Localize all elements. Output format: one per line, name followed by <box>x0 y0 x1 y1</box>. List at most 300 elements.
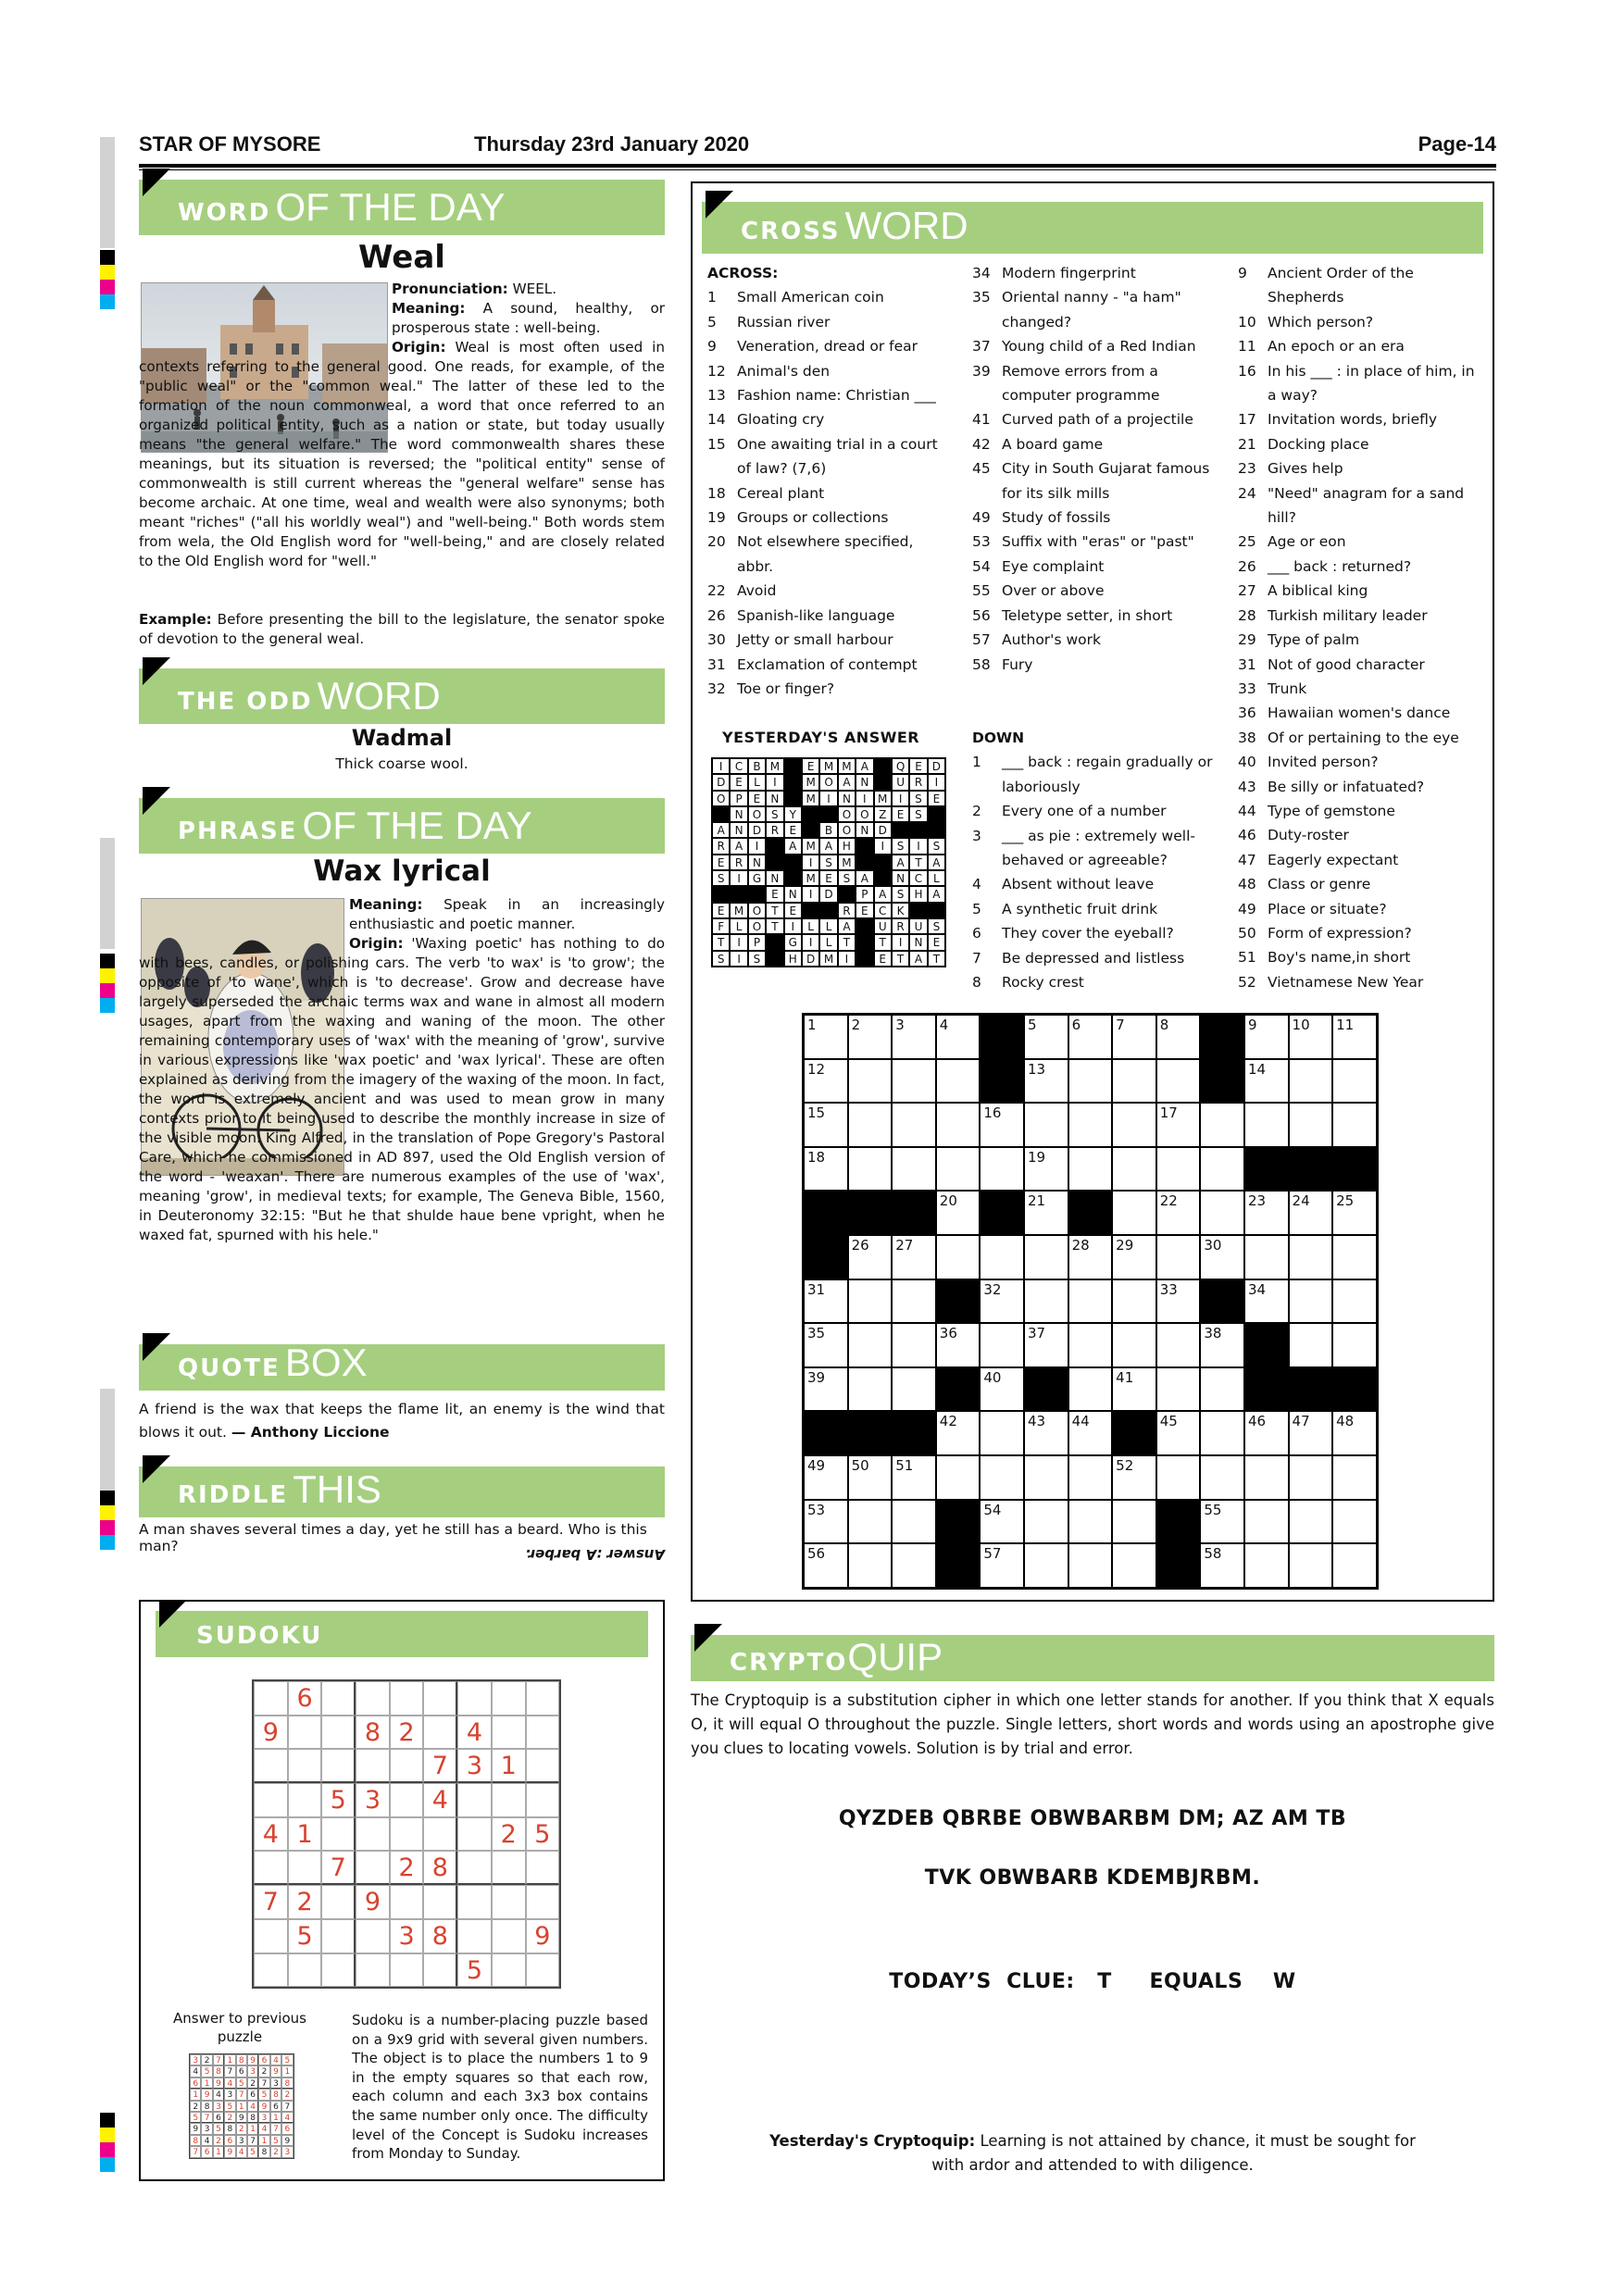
sudoku-answer-digit: 5 <box>270 2135 281 2146</box>
sudoku-empty-cell[interactable] <box>492 1783 526 1817</box>
sudoku-empty-cell[interactable] <box>254 1953 288 1988</box>
sudoku-previous-answer-grid <box>189 2053 294 2159</box>
sudoku-empty-cell[interactable] <box>321 1919 356 1953</box>
crossword-cell[interactable] <box>1289 1103 1333 1147</box>
crossword-cell[interactable] <box>1289 1191 1333 1235</box>
crossword-cell[interactable] <box>1024 1323 1068 1367</box>
crossword-cell[interactable] <box>1244 1411 1289 1455</box>
clue-text: Age or eon <box>1268 533 1346 551</box>
crossword-cell[interactable] <box>804 1500 848 1544</box>
crossword-cell[interactable] <box>1156 1103 1201 1147</box>
banner-label-small: PHRASE <box>178 817 298 845</box>
crossword-cell[interactable] <box>980 1500 1024 1544</box>
answer-letter: L <box>730 918 747 934</box>
crossword-cell[interactable] <box>1289 1059 1333 1104</box>
crossword-cell[interactable] <box>1332 1015 1377 1059</box>
crossword-cell[interactable] <box>936 1015 981 1059</box>
crossword-grid[interactable] <box>802 1013 1379 1590</box>
answer-letter: E <box>784 822 802 838</box>
sudoku-empty-cell[interactable] <box>254 1919 288 1953</box>
crossword-cell-number: 23 <box>1247 1192 1267 1210</box>
sudoku-empty-cell[interactable] <box>288 1851 322 1885</box>
crossword-cell[interactable] <box>1068 1015 1113 1059</box>
clue-text: Eye complaint <box>1002 557 1105 575</box>
crossword-cell[interactable] <box>848 1367 893 1412</box>
sudoku-empty-cell[interactable] <box>321 1885 356 1919</box>
crossword-cell[interactable] <box>936 1059 981 1104</box>
crossword-cell[interactable] <box>1068 1411 1113 1455</box>
sudoku-description: Sudoku is a number-placing puzzle based on a 9x9 grid with several given numbers. The object is to place the numbers 1 to 9 in the empty squares so that each row, each column and each 3x3 box contains the same number only once. The difficulty level of the Concept is Sudoku increases from Monday to Sunday. <box>352 2012 648 2163</box>
sudoku-answer-digit: 9 <box>201 2089 212 2100</box>
sudoku-given-digit: 7 <box>321 1851 356 1885</box>
header-rule-thin <box>139 169 1496 170</box>
crossword-cell[interactable] <box>1244 1191 1289 1235</box>
crossword-cell-number: 45 <box>1159 1413 1178 1430</box>
answer-letter: E <box>928 934 945 950</box>
crossword-cell[interactable] <box>1156 1059 1201 1104</box>
pronunciation-label: Pronunciation: <box>392 281 508 297</box>
clue-item <box>972 970 1222 994</box>
crossword-cell[interactable] <box>1112 1015 1156 1059</box>
clue-text: Vietnamese New Year <box>1268 973 1424 991</box>
sudoku-empty-cell[interactable] <box>356 1681 390 1716</box>
crossword-cell[interactable] <box>804 1543 848 1588</box>
sudoku-empty-cell[interactable] <box>356 1851 390 1885</box>
clue-item <box>1238 677 1479 701</box>
clue-text: Class or genre <box>1268 876 1371 893</box>
crossword-cell[interactable] <box>1244 1500 1289 1544</box>
sudoku-banner <box>156 1611 648 1657</box>
crossword-cell[interactable] <box>1068 1543 1113 1588</box>
crossword-cell[interactable] <box>980 1323 1024 1367</box>
crossword-cell[interactable] <box>1112 1103 1156 1147</box>
sudoku-empty-cell[interactable] <box>390 1783 424 1817</box>
crossword-cell[interactable] <box>848 1015 893 1059</box>
answer-letter: A <box>892 855 909 870</box>
clue-item <box>1238 945 1479 969</box>
sudoku-empty-cell[interactable] <box>356 1749 390 1783</box>
answer-letter: I <box>838 951 856 967</box>
crossword-cell[interactable] <box>936 1411 981 1455</box>
crossword-cell[interactable] <box>1244 1103 1289 1147</box>
crossword-cell[interactable] <box>1332 1455 1377 1500</box>
clue-number: 43 <box>1238 778 1256 795</box>
crossword-cell[interactable] <box>1068 1367 1113 1412</box>
crossword-cell[interactable] <box>804 1279 848 1324</box>
crossword-cell[interactable] <box>1068 1147 1113 1192</box>
crossword-cell[interactable] <box>848 1235 893 1279</box>
crossword-cell[interactable] <box>1244 1543 1289 1588</box>
answer-letter: O <box>748 806 766 822</box>
crossword-cell[interactable] <box>848 1543 893 1588</box>
phrase-of-day-banner <box>139 798 665 854</box>
sudoku-answer-digit: 9 <box>281 2135 293 2146</box>
sudoku-empty-cell[interactable] <box>321 1953 356 1988</box>
crossword-cell[interactable] <box>1289 1500 1333 1544</box>
crossword-cell[interactable] <box>1200 1367 1244 1412</box>
crossword-cell[interactable] <box>892 1367 936 1412</box>
quote-text <box>139 1398 665 1444</box>
crossword-cell[interactable] <box>804 1059 848 1104</box>
crossword-cell-number: 6 <box>1071 1017 1081 1033</box>
crossword-cell[interactable] <box>1156 1411 1201 1455</box>
sudoku-empty-cell[interactable] <box>492 1885 526 1919</box>
answer-letter: O <box>712 791 730 806</box>
crossword-cell[interactable] <box>892 1059 936 1104</box>
crossword-cell[interactable] <box>1024 1059 1068 1104</box>
sudoku-empty-cell[interactable] <box>254 1783 288 1817</box>
sudoku-empty-cell[interactable] <box>356 1953 390 1988</box>
answer-letter: M <box>838 855 856 870</box>
sudoku-empty-cell[interactable] <box>457 1919 492 1953</box>
crossword-cell[interactable] <box>1024 1103 1068 1147</box>
crossword-cell[interactable] <box>936 1455 981 1500</box>
clue-number: 54 <box>972 557 991 575</box>
sudoku-empty-cell[interactable] <box>457 1817 492 1852</box>
sudoku-empty-cell[interactable] <box>254 1681 288 1716</box>
crossword-cell[interactable] <box>804 1103 848 1147</box>
crossword-cell[interactable] <box>1200 1323 1244 1367</box>
newspaper-name: STAR OF MYSORE <box>139 132 321 156</box>
sudoku-empty-cell[interactable] <box>288 1783 322 1817</box>
sudoku-empty-cell[interactable] <box>526 1851 560 1885</box>
crossword-cell[interactable] <box>1289 1323 1333 1367</box>
sudoku-answer-digit: 7 <box>258 2078 269 2089</box>
crossword-cell[interactable] <box>1332 1191 1377 1235</box>
clue-text: Modern fingerprint <box>1002 265 1136 281</box>
sudoku-empty-cell[interactable] <box>288 1953 322 1988</box>
sudoku-empty-cell[interactable] <box>321 1716 356 1750</box>
sudoku-empty-cell[interactable] <box>288 1716 322 1750</box>
crossword-cell[interactable] <box>1112 1235 1156 1279</box>
sudoku-empty-cell[interactable] <box>492 1851 526 1885</box>
sudoku-empty-cell[interactable] <box>492 1716 526 1750</box>
crossword-cell[interactable] <box>892 1147 936 1192</box>
answer-letter: L <box>928 870 945 886</box>
sudoku-empty-cell[interactable] <box>526 1749 560 1783</box>
crossword-cell[interactable] <box>892 1279 936 1324</box>
crossword-cell[interactable] <box>1156 1279 1201 1324</box>
clue-text: Exclamation of contempt <box>737 655 918 673</box>
crossword-cell[interactable] <box>980 1279 1024 1324</box>
crossword-cell[interactable] <box>848 1500 893 1544</box>
crossword-cell[interactable] <box>1200 1191 1244 1235</box>
answer-letter: I <box>730 870 747 886</box>
crossword-cell[interactable] <box>1332 1411 1377 1455</box>
crossword-cell[interactable] <box>1156 1147 1201 1192</box>
clue-number: 38 <box>1238 729 1256 746</box>
crossword-cell[interactable] <box>1068 1103 1113 1147</box>
answer-letter: D <box>748 822 766 838</box>
crossword-cell[interactable] <box>1289 1015 1333 1059</box>
crossword-cell-number: 27 <box>895 1236 914 1254</box>
crossword-cell[interactable] <box>848 1455 893 1500</box>
crossword-cell[interactable] <box>1332 1235 1377 1279</box>
crossword-cell[interactable] <box>1156 1455 1201 1500</box>
crossword-cell-number: 36 <box>939 1325 957 1342</box>
crossword-cell[interactable] <box>980 1147 1024 1192</box>
banner-label-big: QUIP <box>847 1635 943 1678</box>
answer-letter: U <box>909 918 927 934</box>
crossword-cell[interactable] <box>1068 1323 1113 1367</box>
crossword-cell[interactable] <box>1112 1191 1156 1235</box>
sudoku-given-digit: 8 <box>356 1716 390 1750</box>
clue-item <box>972 824 1222 873</box>
banner-label-big: OF THE DAY <box>275 185 506 229</box>
crossword-cell[interactable] <box>936 1103 981 1147</box>
crossword-cell[interactable] <box>1024 1500 1068 1544</box>
crossword-cell[interactable] <box>1156 1015 1201 1059</box>
sudoku-empty-cell[interactable] <box>457 1851 492 1885</box>
clue-text: City in South Gujarat famous for its silk mills <box>1002 460 1210 502</box>
answer-black-square <box>819 806 837 822</box>
origin-value: Weal is most often used in contexts referring to the general good. One reads, for example, of the "public weal" or the "common weal." The latter of these led to the formation of the noun commonweal, a word that once referred to an organized political entity, such as a nation or state, but today usually means "the general welfare." The word commonwealth shares these meanings, but its situation is reversed; the "political entity" sense of commonwealth is still current whereas the "general welfare" sense has become archaic. At one time, weal and wealth were also synonyms; both meant "riches" ("all his worldly weal") and "well-being." Both words stem from wela, the Old English word for "well-being," and are closely related to the Old English word for "well." <box>139 339 666 569</box>
crossword-cell[interactable] <box>1024 1015 1068 1059</box>
banner-corner-flag <box>143 787 170 815</box>
sudoku-empty-cell[interactable] <box>254 1851 288 1885</box>
crossword-cell[interactable] <box>804 1015 848 1059</box>
crossword-cell[interactable] <box>1068 1455 1113 1500</box>
crossword-cell[interactable] <box>1332 1500 1377 1544</box>
crossword-cell[interactable] <box>892 1543 936 1588</box>
crossword-cell[interactable] <box>1112 1279 1156 1324</box>
crossword-cell[interactable] <box>1156 1323 1201 1367</box>
sudoku-grid[interactable] <box>252 1679 561 1989</box>
clue-number: 56 <box>972 606 991 624</box>
sudoku-empty-cell[interactable] <box>390 1953 424 1988</box>
answer-black-square <box>784 774 802 790</box>
answer-letter: O <box>838 822 856 838</box>
sudoku-empty-cell[interactable] <box>423 1681 457 1716</box>
banner-label-big: WORD <box>317 674 441 718</box>
crossword-cell[interactable] <box>1332 1543 1377 1588</box>
crossword-cell[interactable] <box>848 1279 893 1324</box>
crossword-cell[interactable] <box>1200 1103 1244 1147</box>
sudoku-empty-cell[interactable] <box>457 1681 492 1716</box>
crossword-cell[interactable] <box>1200 1147 1244 1192</box>
crossword-cell[interactable] <box>936 1235 981 1279</box>
clue-item <box>972 799 1222 823</box>
crossword-cell[interactable] <box>980 1543 1024 1588</box>
clue-item <box>707 653 950 677</box>
clue-text: Remove errors from a computer programme <box>1002 362 1160 405</box>
sudoku-answer-digit: 5 <box>258 2089 269 2100</box>
sudoku-answer-digit: 5 <box>224 2101 235 2112</box>
banner-label-small: WORD <box>178 199 271 227</box>
example-text <box>139 610 665 649</box>
crossword-cell[interactable] <box>1112 1500 1156 1544</box>
crossword-cell[interactable] <box>1112 1323 1156 1367</box>
sudoku-empty-cell[interactable] <box>390 1885 424 1919</box>
word-of-day-banner <box>139 180 665 235</box>
sudoku-empty-cell[interactable] <box>390 1749 424 1783</box>
sudoku-empty-cell[interactable] <box>321 1749 356 1783</box>
crossword-cell[interactable] <box>1289 1455 1333 1500</box>
sudoku-empty-cell[interactable] <box>356 1817 390 1852</box>
crossword-cell[interactable] <box>1289 1411 1333 1455</box>
answer-black-square <box>874 870 892 886</box>
crossword-cell[interactable] <box>1244 1235 1289 1279</box>
crossword-cell[interactable] <box>804 1323 848 1367</box>
crossword-cell[interactable] <box>1332 1059 1377 1104</box>
crossword-cell[interactable] <box>892 1103 936 1147</box>
crossword-cell[interactable] <box>1024 1235 1068 1279</box>
crossword-cell[interactable] <box>1024 1543 1068 1588</box>
crossword-cell[interactable] <box>1156 1367 1201 1412</box>
crossword-cell[interactable] <box>1112 1367 1156 1412</box>
answer-letter: I <box>892 934 909 950</box>
crossword-cell-number: 20 <box>939 1192 957 1210</box>
crossword-cell[interactable] <box>1244 1015 1289 1059</box>
crossword-cell[interactable] <box>980 1455 1024 1500</box>
sudoku-empty-cell[interactable] <box>423 1716 457 1750</box>
sudoku-given-digit: 5 <box>457 1953 492 1988</box>
crossword-cell[interactable] <box>1112 1455 1156 1500</box>
crossword-cell[interactable] <box>804 1147 848 1192</box>
sudoku-empty-cell[interactable] <box>526 1716 560 1750</box>
answer-black-square <box>856 918 873 934</box>
crossword-cell[interactable] <box>1068 1235 1113 1279</box>
crossword-cell[interactable] <box>1068 1500 1113 1544</box>
crossword-cell[interactable] <box>892 1455 936 1500</box>
clue-text: Avoid <box>737 582 777 600</box>
crossword-cell[interactable] <box>1289 1235 1333 1279</box>
crossword-cell-number: 39 <box>807 1368 826 1386</box>
clue-number: 26 <box>707 606 726 624</box>
sudoku-answer-digit: 8 <box>270 2089 281 2100</box>
crossword-cell[interactable] <box>1156 1235 1201 1279</box>
crossword-cell[interactable] <box>1112 1059 1156 1104</box>
crossword-cell[interactable] <box>848 1323 893 1367</box>
sudoku-answer-digit: 1 <box>213 2146 224 2157</box>
sudoku-empty-cell[interactable] <box>390 1681 424 1716</box>
down-clues-col2 <box>972 726 1222 994</box>
sudoku-empty-cell[interactable] <box>492 1681 526 1716</box>
crossword-cell[interactable] <box>1112 1543 1156 1588</box>
crossword-cell[interactable] <box>1112 1147 1156 1192</box>
sudoku-empty-cell[interactable] <box>526 1681 560 1716</box>
sudoku-given-digit: 5 <box>526 1817 560 1852</box>
crossword-cell[interactable] <box>1024 1455 1068 1500</box>
sudoku-empty-cell[interactable] <box>321 1681 356 1716</box>
crossword-cell[interactable] <box>1024 1191 1068 1235</box>
answer-letter: E <box>784 903 802 918</box>
clue-item <box>707 628 950 652</box>
clue-item <box>707 432 950 481</box>
answer-letter: N <box>766 791 783 806</box>
crossword-cell-number: 57 <box>983 1545 1002 1563</box>
crossword-cell[interactable] <box>1200 1235 1244 1279</box>
crossword-cell[interactable] <box>1289 1543 1333 1588</box>
crossword-cell[interactable] <box>1200 1500 1244 1544</box>
sudoku-answer-digit: 1 <box>224 2054 235 2065</box>
crossword-cell[interactable] <box>848 1059 893 1104</box>
crossword-cell[interactable] <box>980 1367 1024 1412</box>
crossword-cell[interactable] <box>848 1147 893 1192</box>
crossword-cell[interactable] <box>1244 1455 1289 1500</box>
crossword-cell[interactable] <box>936 1323 981 1367</box>
answer-letter: A <box>730 838 747 854</box>
crossword-cell-number: 19 <box>1027 1148 1046 1166</box>
answer-letter: E <box>856 903 873 918</box>
sudoku-empty-cell[interactable] <box>423 1817 457 1852</box>
registration-grey-bar <box>100 1389 115 1500</box>
crossword-cell[interactable] <box>892 1235 936 1279</box>
sudoku-empty-cell[interactable] <box>356 1919 390 1953</box>
sudoku-empty-cell[interactable] <box>492 1953 526 1988</box>
sudoku-given-digit: 8 <box>423 1851 457 1885</box>
crossword-cell[interactable] <box>1156 1191 1201 1235</box>
clue-number: 5 <box>972 900 981 917</box>
sudoku-answer-digit: 8 <box>258 2146 269 2157</box>
clue-text: Invited person? <box>1268 754 1379 771</box>
answer-black-square <box>909 903 927 918</box>
crossword-cell[interactable] <box>1200 1543 1244 1588</box>
crossword-cell[interactable] <box>1244 1059 1289 1104</box>
example-value: Before presenting the bill to the legislature, the senator spoke of devotion to the general weal. <box>139 611 665 647</box>
crossword-cell[interactable] <box>804 1455 848 1500</box>
sudoku-answer-digit: 6 <box>224 2135 235 2146</box>
crossword-cell[interactable] <box>1332 1323 1377 1367</box>
sudoku-empty-cell[interactable] <box>423 1885 457 1919</box>
crossword-cell[interactable] <box>936 1147 981 1192</box>
crossword-cell[interactable] <box>980 1235 1024 1279</box>
sudoku-empty-cell[interactable] <box>492 1919 526 1953</box>
crossword-cell[interactable] <box>980 1103 1024 1147</box>
clue-number: 52 <box>1238 973 1256 991</box>
crossword-cell[interactable] <box>1200 1455 1244 1500</box>
crossword-cell[interactable] <box>1024 1147 1068 1192</box>
answer-letter: G <box>784 934 802 950</box>
sudoku-empty-cell[interactable] <box>526 1953 560 1988</box>
sudoku-answer-digit: 7 <box>236 2089 247 2100</box>
clue-text: Young child of a Red Indian <box>1002 338 1196 356</box>
banner-corner-flag <box>159 1600 187 1628</box>
crossword-cell[interactable] <box>892 1323 936 1367</box>
crossword-cell[interactable] <box>892 1500 936 1544</box>
crossword-cell[interactable] <box>848 1103 893 1147</box>
sudoku-empty-cell[interactable] <box>288 1749 322 1783</box>
crossword-cell[interactable] <box>1200 1411 1244 1455</box>
crossword-cell[interactable] <box>1332 1279 1377 1324</box>
sudoku-empty-cell[interactable] <box>321 1817 356 1852</box>
sudoku-empty-cell[interactable] <box>254 1749 288 1783</box>
crossword-cell[interactable] <box>1068 1059 1113 1104</box>
clue-number: 33 <box>1238 680 1256 697</box>
crossword-cell[interactable] <box>892 1015 936 1059</box>
sudoku-empty-cell[interactable] <box>457 1885 492 1919</box>
crossword-cell[interactable] <box>936 1191 981 1235</box>
crossword-cell[interactable] <box>1332 1103 1377 1147</box>
crossword-cell[interactable] <box>980 1411 1024 1455</box>
sudoku-empty-cell[interactable] <box>526 1783 560 1817</box>
crossword-cell[interactable] <box>1289 1279 1333 1324</box>
sudoku-empty-cell[interactable] <box>423 1953 457 1988</box>
sudoku-empty-cell[interactable] <box>457 1783 492 1817</box>
crossword-cell[interactable] <box>1244 1279 1289 1324</box>
answer-letter: N <box>856 822 873 838</box>
crossword-cell-number: 7 <box>1116 1017 1125 1033</box>
crossword-cell[interactable] <box>1024 1279 1068 1324</box>
crossword-cell[interactable] <box>1068 1279 1113 1324</box>
answer-letter: H <box>838 838 856 854</box>
crossword-cell[interactable] <box>1024 1411 1068 1455</box>
answer-letter: L <box>802 918 819 934</box>
crossword-cell[interactable] <box>804 1367 848 1412</box>
sudoku-empty-cell[interactable] <box>390 1817 424 1852</box>
clue-number: 29 <box>1238 631 1256 649</box>
sudoku-empty-cell[interactable] <box>526 1885 560 1919</box>
